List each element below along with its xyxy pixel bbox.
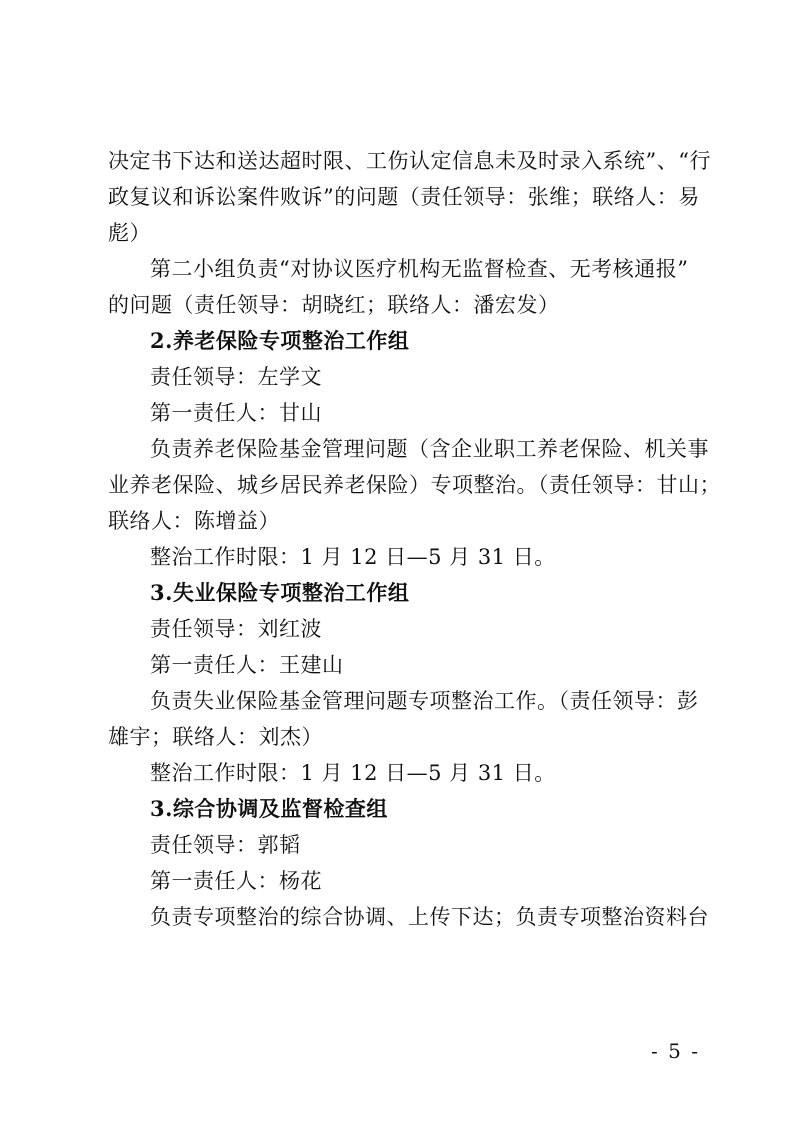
text-line: 负责失业保险基金管理问题专项整治工作。（责任领导：彭	[150, 689, 699, 713]
text-line: 第一责任人：甘山	[150, 401, 322, 425]
text-line: 第二小组负责“对协议医疗机构无监督检查、无考核通报”	[150, 257, 689, 281]
text-line: 的问题（责任领导：胡晓红；联络人：潘宏发）	[108, 293, 560, 317]
body-text	[108, 143, 721, 935]
text-line: 政复议和诉讼案件败诉”的问题（责任领导：张维；联络人：易	[108, 185, 700, 209]
text-line: 第一责任人：杨花	[150, 869, 322, 893]
text-line: 决定书下达和送达超时限、工伤认定信息未及时录入系统”、“行	[108, 149, 711, 173]
text-line: 第一责任人：王建山	[150, 653, 344, 677]
text-line: 整治工作时限：1 月 12 日—5 月 31 日。	[150, 545, 556, 569]
text-line: 整治工作时限：1 月 12 日—5 月 31 日。	[150, 761, 556, 785]
page-number: - 5 -	[651, 1039, 700, 1063]
text-line: 责任领导：左学文	[150, 365, 322, 389]
text-line: 雄宇；联络人：刘杰）	[108, 725, 323, 749]
section-heading: 3.综合协调及监督检查组	[150, 796, 388, 821]
section-heading: 3.失业保险专项整治工作组	[150, 580, 410, 605]
text-line: 责任领导：郭韬	[150, 833, 301, 857]
text-line: 业养老保险、城乡居民养老保险）专项整治。（责任领导：甘山；	[108, 473, 721, 497]
text-line: 联络人：陈增益）	[108, 509, 280, 533]
text-line: 责任领导：刘红波	[150, 617, 322, 641]
section-heading: 2.养老保险专项整治工作组	[150, 328, 410, 353]
text-line: 负责养老保险基金管理问题（含企业职工养老保险、机关事	[150, 437, 709, 461]
text-line: 彪）	[108, 221, 151, 245]
text-line: 负责专项整治的综合协调、上传下达；负责专项整治资料台	[150, 905, 709, 929]
